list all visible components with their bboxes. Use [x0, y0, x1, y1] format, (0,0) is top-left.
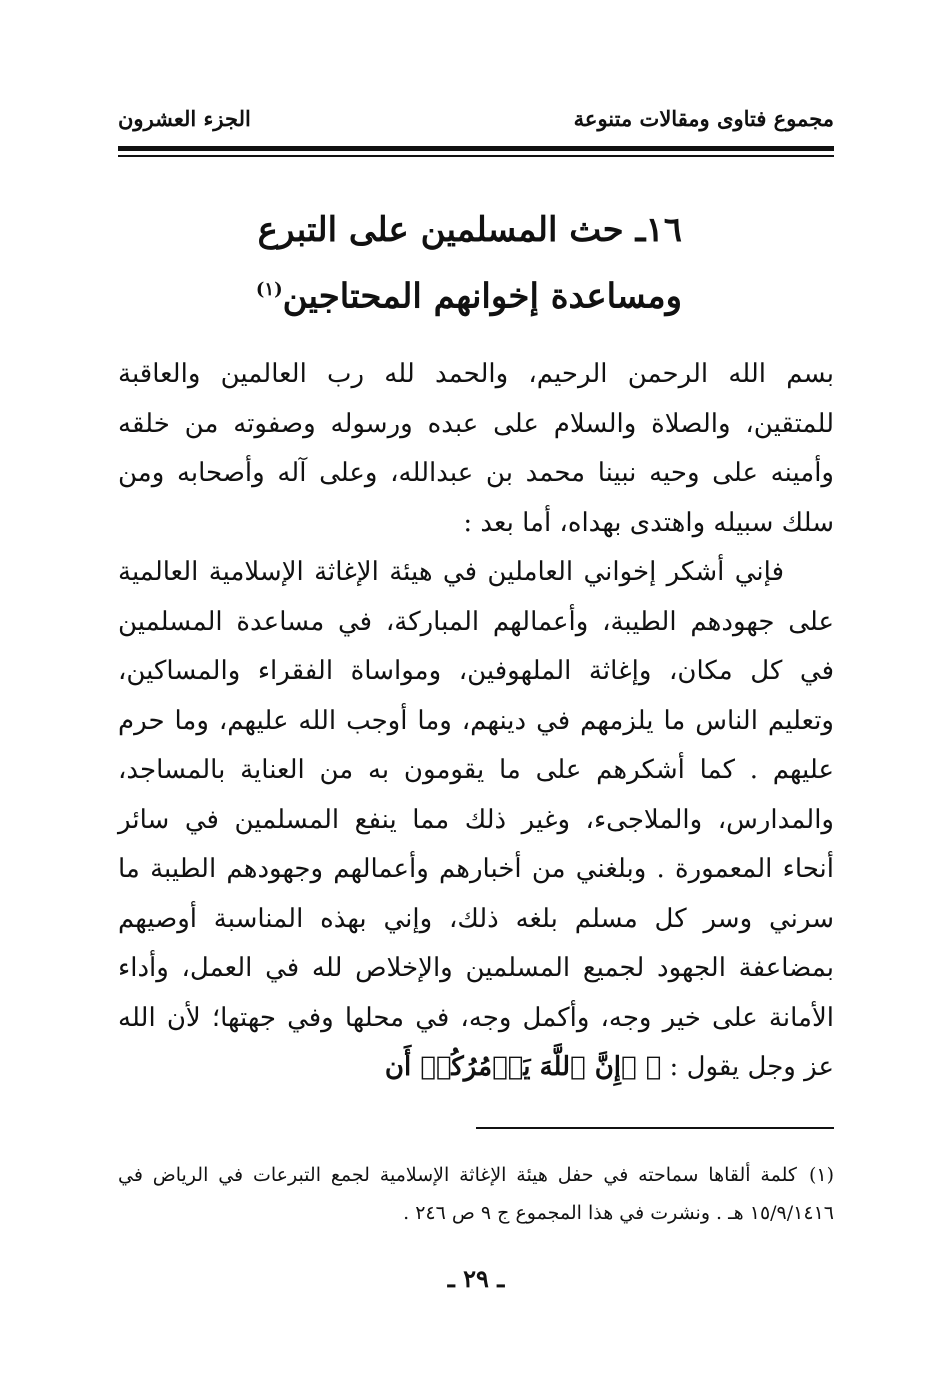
- footnote-separator: [476, 1127, 834, 1129]
- footnote-reference: (١): [255, 279, 283, 300]
- paragraph-main-text: فإني أشكر إخواني العاملين في هيئة الإغاثة الإسلامية العالمية على جهودهم الطيبة، وأعمالهم المباركة، في مساعدة المسلمين في كل مكان، وإغاثة الملهوفين، ومواساة الفقراء والمساكين، وتعليم الناس ما يلزمهم في دينهم، وما أوجب الله عليهم، وما حرم عليهم . كما أشكرهم على ما يقومون به من العناية بالمساجد، والمدارس، والملاجىء، وغير ذلك مما ينفع المسلمين في سائر أنحاء المعمورة . وبلغني من أخبارهم وأعمالهم وجهودهم الطيبة ما سرني وسر كل مسلم بلغه ذلك، وإني بهذه المناسبة أوصيهم بمضاعفة الجهود لجميع المسلمين والإخلاص لله في العمل، وأداء الأمانة على خير وجه، وأكمل وجه، في محلها وفي جهتها؛ لأن الله عز وجل يقول :: [118, 557, 834, 1082]
- quran-verse: ﴿ ۞إِنَّ ٱللَّهَ يَأۡمُرُكُمۡ أَن: [384, 1052, 662, 1082]
- volume-label: الجزء العشرون: [118, 106, 251, 131]
- chapter-title-line-1: ١٦ـ حث المسلمين على التبرع: [257, 210, 682, 250]
- footnote: [118, 1156, 834, 1232]
- page-header: [118, 100, 834, 140]
- footnote-text: كلمة ألقاها سماحته في حفل هيئة الإغاثة الإسلامية لجمع التبرعات في الرياض في ١٥/٩/١٤١٦ هـ . ونشرت في هذا المجموع ج ٩ ص ٢٤٦ .: [118, 1164, 834, 1224]
- body-text: [118, 350, 834, 1093]
- header-rule-thick: [118, 146, 834, 151]
- chapter-title-line-2: [150, 260, 682, 326]
- header-rule-thin: [118, 155, 834, 157]
- chapter-title: [150, 200, 682, 326]
- paragraph-main: [118, 548, 834, 1093]
- footnote-number: (١): [808, 1164, 834, 1186]
- collection-title: مجموع فتاوى ومقالات متنوعة: [573, 106, 834, 131]
- chapter-title-line-2-text: ومساعدة إخوانهم المحتاجين: [282, 276, 682, 317]
- paragraph-opening: بسم الله الرحمن الرحيم، والحمد لله رب العالمين والعاقبة للمتقين، والصلاة والسلام على عبده ورسوله وصفوته من خلقه وأمينه على وحيه نبينا محمد بن عبدالله، وعلى آله وأصحابه ومن سلك سبيله واهتدى بهداه، أما بعد :: [118, 359, 834, 538]
- page-number: ـ ٢٩ ـ: [447, 1264, 505, 1293]
